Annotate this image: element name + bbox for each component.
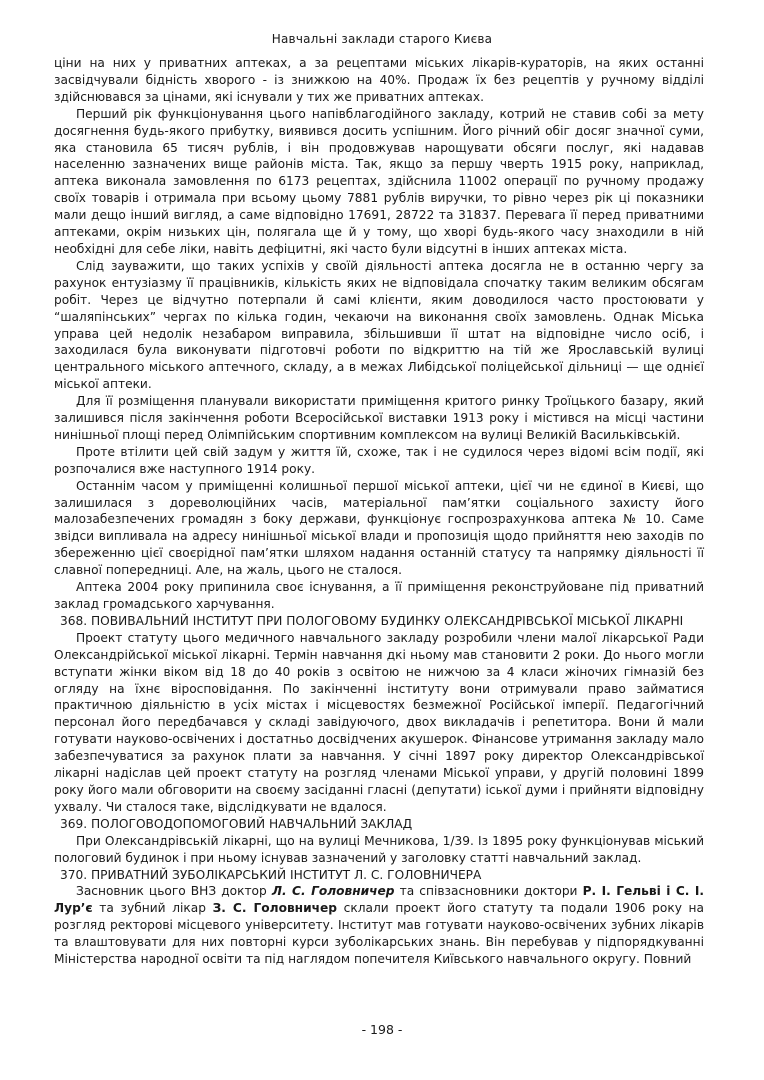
section-heading-369: 369. ПОЛОГОВОДОПОМОГОВИЙ НАВЧАЛЬНИЙ ЗАКЛАД bbox=[60, 816, 413, 831]
paragraph: Слід зауважити, що таких успіхів у своїй діяльності аптека досягла не в останню чергу за рахунок ентузіазму її працівників, кількість яких не відповідала спочатку таким великим обсягам робіт. Через це відчутно потерпали й самі клієнти, яким доводилося часто простоювати у “шаляпінських” чергах по кілька годин, чекаючи на виконання своїх замовлень. Однак Міська управа цей недолік незабаром виправила, збільшивши її штат на відповідне число осіб, і заходилася була виконувати підготовчі роботи по відкриттю на тій же Ярославській вулиці центрального міського аптечного, складу, а в межах Либідської поліцейської дільниці — ще однієї міської аптеки. bbox=[54, 258, 704, 392]
running-header: Навчальні заклади старого Києва bbox=[271, 32, 493, 46]
section-368-text: Проект статуту цього медичного навчального закладу розробили члени малої лікарської Ради Олександрійської міської лікарні. Термін навчання дкі ньому мав становити 2 роки. До нього могли вступати жінки віком від 18 до 40 років з освітою не нижчою за 4 класи жіночих гімназій без огляду на їхнє віросповідання. По закінченні інституту вони отримували право займатися практичною діяльністю в усіх містах і місцевостях безмежної Російської імперії. Педагогічний персонал його передбачався у складі завідуючого, двох викладачів і репетитора. Вони й мали готувати науково-освічених і достатньо досвідчених акушерок. Фінансове утримання закладу мало забезпечуватися за рахунок плати за навчання. У січні 1897 року директор Олександрівської лікарні надіслав цей проект статуту на розгляд членами Міської управи, у другій половині 1899 року його мали обговорити на своєму засіданні гласні (депутати) іської думи і прийняти відповідну ухвалу. Чи сталося таке, відслідкувати не вдалося. bbox=[54, 630, 704, 814]
section-heading-368: 368. ПОВИВАЛЬНИЙ ІНСТИТУТ ПРИ ПОЛОГОВОМУ БУДИНКУ ОЛЕКСАНДРІВСЬКОЇ МІСЬКОЇ ЛІКАРНІ bbox=[60, 613, 684, 628]
person-name: Р. І. Гельві і С. І. Лур’є bbox=[54, 884, 705, 916]
paragraph: Для її розміщення планували використати приміщення критого ринку Троїцького базару, який залишився після закінчення роботи Всеросійської виставки 1913 року і містився на місці частини нинішньої площі перед Олімпійським спортивним комплексом на вулиці Великій Васильківській. bbox=[54, 394, 704, 442]
text-run: та співзасновники доктори bbox=[394, 884, 583, 899]
page-number: - 198 - bbox=[361, 1022, 403, 1037]
section-369-text: При Олександрівській лікарні, що на вулиці Мечникова, 1/39. Із 1895 року функціонував міський пологовий будинок і при ньому існував зазначений у заголовку статті навчальний заклад. bbox=[54, 833, 704, 865]
text-run: та зубний лікар bbox=[92, 901, 213, 916]
text-run: Засновник цього ВНЗ доктор bbox=[76, 884, 272, 899]
section-370-text bbox=[54, 883, 704, 968]
paragraph: Проте втілити цей свій задум у життя їй, схоже, так і не судилося через відомі всім події, які розпочалися вже наступного 1914 року. bbox=[54, 444, 704, 476]
person-name: Л. С. Головничер bbox=[271, 884, 395, 899]
paragraph: Перший рік функціонування цього напівблагодійного закладу, котрий не ставив собі за мету досягнення будь-якого прибутку, виявився досить успішним. Його річний обіг досяг значної суми, яка становила 65 тисяч рублів, і він продовжував нарощувати обсяги послуг, які надавав населенню зазначених вище районів міста. Так, якщо за першу чверть 1915 року, наприклад, аптека виконала замовлення по 6173 рецептах, здійснила 11002 операції по ручному продажу своїх товарів і отримала при всьому цьому 7881 рублів виручки, то рівно через рік ці показники мали дещо інший вигляд, а саме відповідно 17691, 28722 та 31837. Перевага її перед приватними аптеками, окрім низьких цін, полягала ще й у тому, що хворі будь-якого часу знаходили в ній необхідні для себе ліки, навіть дефіцитні, які часто були відсутні в інших аптеках міста. bbox=[54, 106, 704, 256]
section-heading-370: 370. ПРИВАТНИЙ ЗУБОЛІКАРСЬКИЙ ІНСТИТУТ Л. С. ГОЛОВНИЧЕРА bbox=[60, 867, 482, 882]
text-run: склали проект його статуту та подали 1906 року на розгляд ректорові місцевого університету. Інститут мав готувати науково-освічених зубних лікарів та влаштовувати для них повторні курси зуболікарських знань. Він перебував у підпорядкуванні Міністерства народної освіти та під наглядом попечителя Київського навчального округу. Повний bbox=[54, 901, 704, 967]
page-body bbox=[54, 55, 704, 968]
person-name: З. С. Головничер bbox=[212, 901, 337, 916]
paragraph: Аптека 2004 року припинила своє існування, а її приміщення реконструйоване під приватний заклад громадського харчування. bbox=[54, 580, 704, 611]
paragraph-continuation: ціни на них у приватних аптеках, а за рецептами міських лікарів-кураторів, на яких останні засвідчували бідність хворого - із знижкою на 40%. Продаж їх без рецептів у ручному відділі здійснювався за цінами, які існували у тих же приватних аптеках. bbox=[54, 56, 704, 104]
paragraph: Останнім часом у приміщенні колишньої першої міської аптеки, цієї чи не єдиної в Києві, що залишилася з дореволюційних часів, матеріальної пам’ятки соціального захисту його малозабезпечених громадян з боку держави, функціонує госпрозрахункова аптека № 10. Саме звідси випливала на адресу нинішньої міської влади и пропозиція щодо прийняття нею заходів по збереженню цієї своєрідної пам’ятки шляхом надання останній статусу та напрямку діяльності її славної попередниці. Але, на жаль, цього не сталося. bbox=[54, 478, 704, 578]
